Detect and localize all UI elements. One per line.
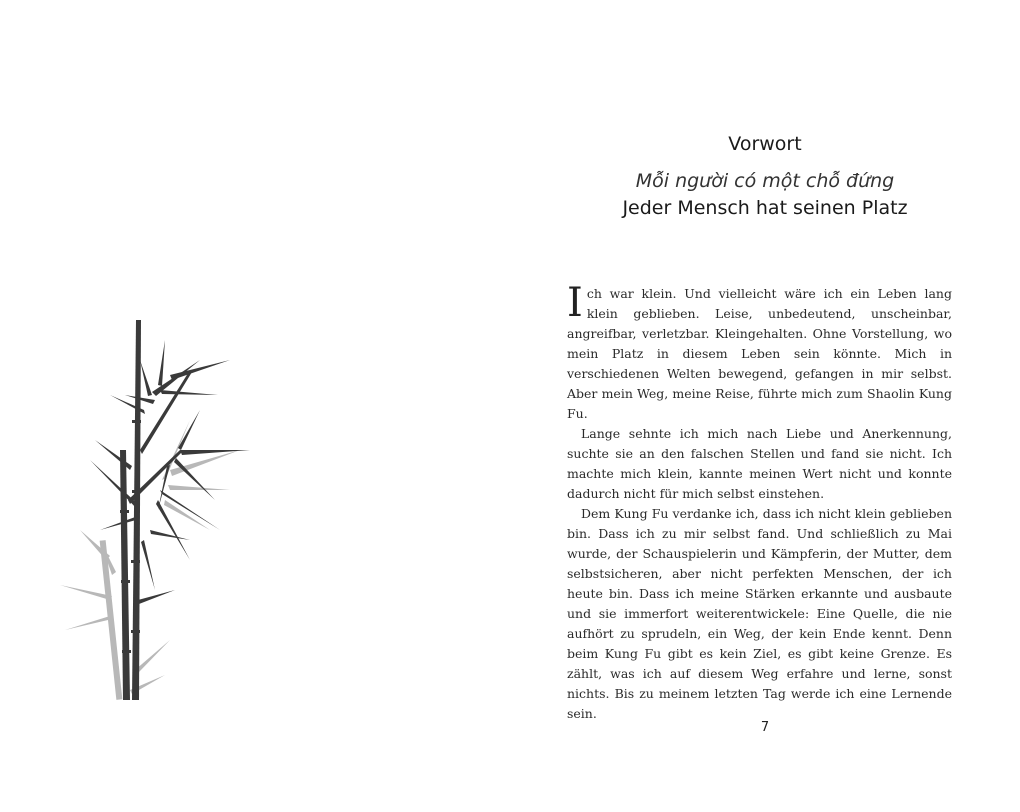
chapter-subtitle-german: Jeder Mensch hat seinen Platz [622, 197, 908, 219]
paragraph-1-text: ch war klein. Und vielleicht wäre ich ein Leben lang klein geblieben. Leise, unbedeutend, unscheinbar, angreifbar, verletzbar. Kleingehalten. Ohne Vorstellung, wo mein Platz in diesem Leben sein könnte. Mich in verschiedenen Welten bewegend, gefangen in mir selbst. Aber mein Weg, meine Reise, führte mich zum Shaolin Kung Fu. [567, 286, 952, 421]
paragraph-3: Dem Kung Fu verdanke ich, dass ich nicht klein geblieben bin. Dass ich zu mir selbst fand. Und schließlich zu Mai wurde, der Schauspielerin und Kämpferin, der Mutter, dem selbstsicheren, aber nicht perfekten Menschen, der ich heute bin. Dass ich meine Stärken erkannte und ausbaute und sie immerfort weiterentwickele: Eine Quelle, die nie aufhört zu sprudeln, ein Weg, der kein Ende kennt. Denn beim Kung Fu gibt es kein Ziel, es gibt keine Grenze. Es zählt, was ich auf diesem Weg erfahre und lerne, sonst nichts. Bis zu meinem letzten Tag werde ich eine Lernende sein. [567, 506, 952, 721]
right-page [510, 0, 1020, 812]
chapter-title: Vorwort [728, 133, 802, 155]
paragraph-2: Lange sehnte ich mich nach Liebe und Anerkennung, suchte sie an den falschen Stellen und fand sie nicht. Ich machte mich klein, kannte meinen Wert nicht und konnte dadurch nicht für mich selbst einstehen. [567, 426, 952, 501]
chapter-subtitle-vietnamese: Mỗi người có một chỗ đứng [635, 170, 895, 192]
bamboo-illustration [40, 300, 300, 710]
paragraph-1 [567, 280, 952, 424]
body-text [567, 280, 952, 724]
page-number: 7 [760, 720, 770, 735]
drop-cap: I [567, 280, 583, 326]
